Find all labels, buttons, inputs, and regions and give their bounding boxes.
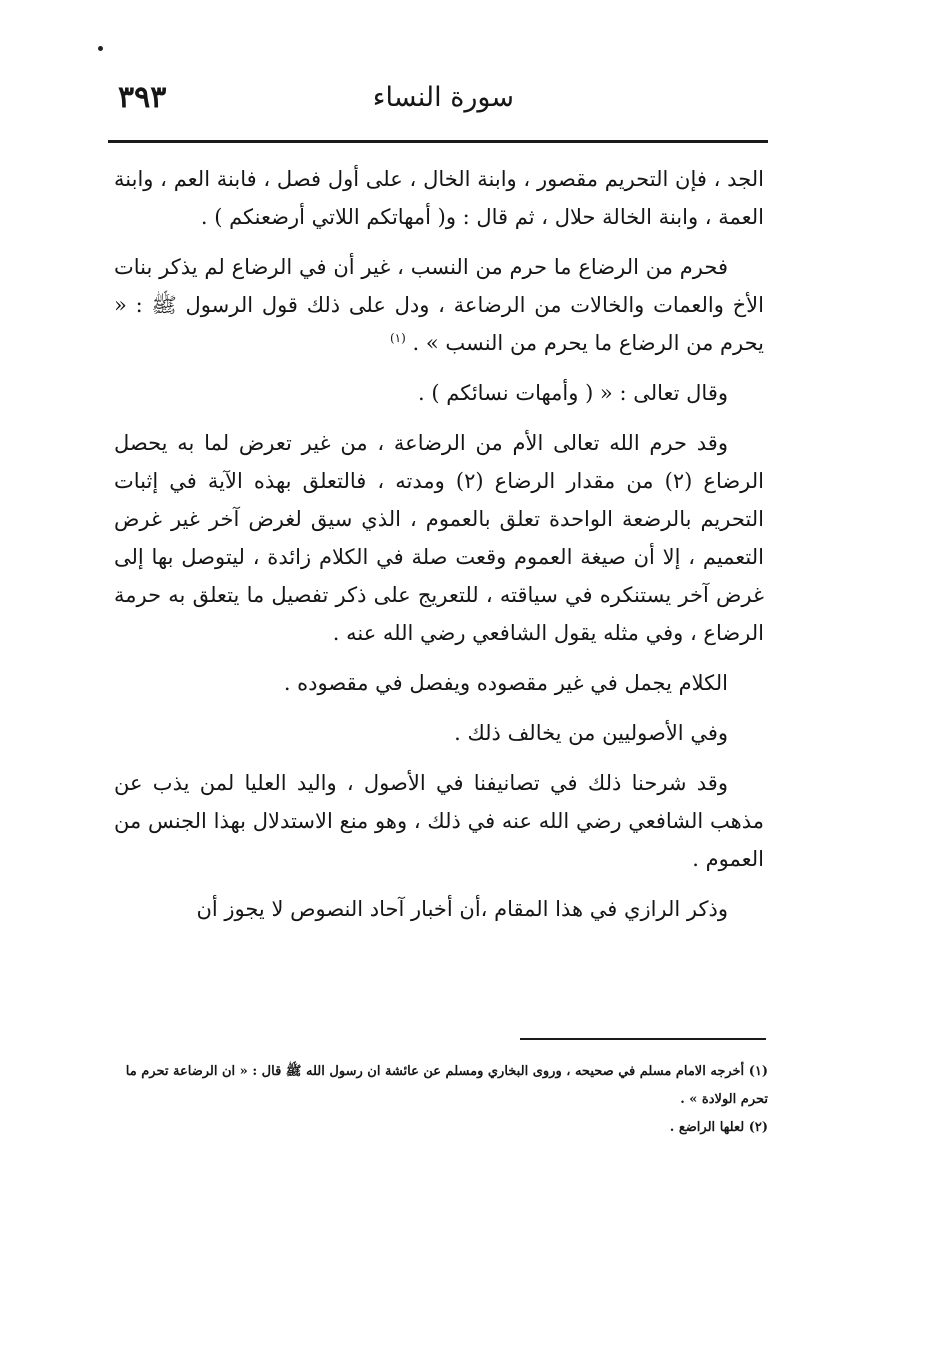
paragraph-3: وقال تعالى : « ( وأمهات نسائكم ) . (418, 381, 728, 405)
paragraph-6: وفي الأصوليين من يخالف ذلك . (454, 721, 728, 745)
header-rule (108, 140, 768, 143)
paragraph-5: الكلام يجمل في غير مقصوده ويفصل في مقصوده . (283, 671, 728, 695)
paragraph-2: فحرم من الرضاع ما حرم من النسب ، غير أن في الرضاع لم يذكر بنات الأخ والعمات والخالات من الرضاعة ، ودل على ذلك قول الرسول ﷺ : « يحرم من الرضاع ما يحرم من النسب » . $^{(١)}$ (114, 255, 764, 355)
page-number: ٣٩٣ (118, 80, 167, 115)
footnote-2: (٢) لعلها الراضع . (669, 1120, 768, 1135)
paragraph-7: وقد شرحنا ذلك في تصانيفنا في الأصول ، واليد العليا لمن يذب عن مذهب الشافعي رضي الله عنه في ذلك ، وهو منع الاستدلال بهذا الجنس من العموم . (114, 771, 764, 871)
paragraph-1: الجد ، فإن التحريم مقصور ، وابنة الخال ، على أول فصل ، فابنة العم ، وابنة العمة ، وابنة الخالة حلال ، ثم قال : و( أمهاتكم اللاتي أرضعنكم ) . (114, 167, 764, 229)
main-text (114, 160, 764, 940)
paragraph-4: وقد حرم الله تعالى الأم من الرضاعة ، من غير تعرض لما به يحصل الرضاع (٢) من مقدار الرضاع (٢) ومدته ، فالتعلق بهذه الآية في إثبات التحريم بالرضعة الواحدة تعلق بالعموم ، الذي سيق لغرض آخر غير غرض التعميم ، إلا أن صيغة العموم وقعت صلة في الكلام زائدة ، ليتوصل بها إلى غرض آخر يستنكره في سياقته ، للتعريج على ذكر تفصيل ما يتعلق به حرمة الرضاع ، وفي مثله يقول الشافعي رضي الله عنه . (114, 431, 764, 645)
footnotes (108, 1058, 768, 1142)
footnote-1: (١) أخرجه الامام مسلم في صحيحه ، وروى البخاري ومسلم عن عائشة ان رسول الله ﷺ قال : « ان الرضاعة تحرم ما تحرم الولادة » . (125, 1064, 768, 1107)
surah-title: سورة النساء (372, 82, 514, 113)
footnote-ref-1: (١) (389, 331, 406, 345)
scan-speck (98, 46, 103, 51)
paragraph-8: وذكر الرازي في هذا المقام ،أن أخبار آحاد النصوص لا يجوز أن (196, 897, 728, 921)
page-header (108, 78, 764, 122)
footnote-rule (520, 1038, 766, 1040)
